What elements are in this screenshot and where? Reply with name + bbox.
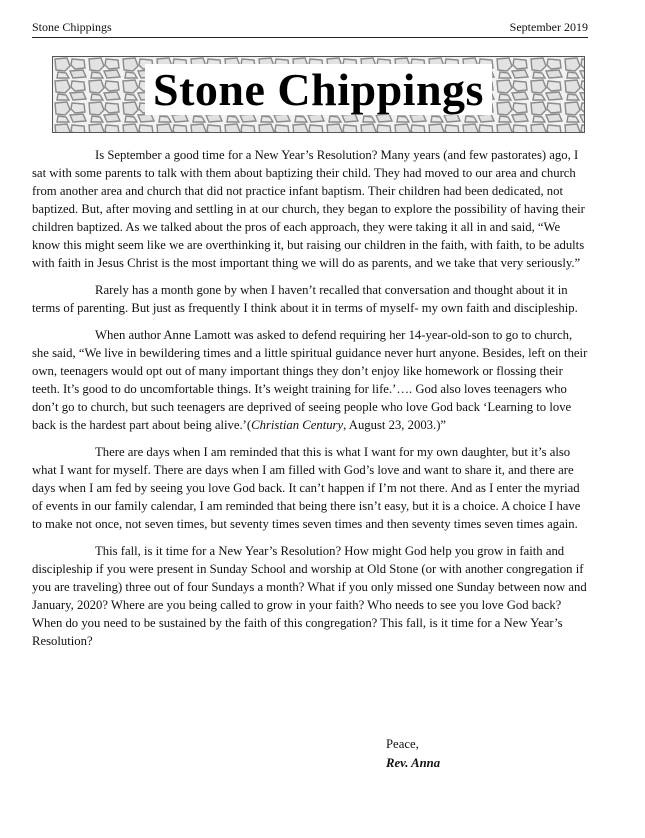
paragraph: This fall, is it time for a New Year’s Resolution? How might God help you grow in faith and discipleship if you were present in Sunday School and worship at Old Stone (or with another congregation if you are traveling) three out of four Sundays a month? What if you only missed one Sunday between now and January, 2020? Where are you being called to grow in your faith? Who needs to see you love God back? When do you need to be sustained by the faith of this congregation? This fall, is it time for a New Year’s Resolution?	[32, 544, 587, 648]
salutation: Peace,	[386, 737, 419, 751]
masthead-title: Stone Chippings	[53, 63, 584, 116]
closing-block	[386, 735, 440, 773]
paragraph: Is September a good time for a New Year’s Resolution? Many years (and few pastorates) ago, I sat with some parents to talk with them about baptizing their child. They had moved to our area and church from another area and church that did not practice infant baptism. Their children had been dedicated, not baptized. But, after moving and settling in at our church, they began to explore the possibility of having their children baptized. As we talked about the pros of each approach, they were taking it all in and said, “We know this might seem like we are overthinking it, but raising our children in the faith, with faith, to be adults with faith in Jesus Christ is the most important thing we will do as parents, and we take that very seriously.”	[32, 148, 585, 270]
paragraph: Rarely has a month gone by when I haven’t recalled that conversation and thought about it in terms of parenting. But just as frequently I think about it in terms of myself- my own faith and discipleship.	[32, 283, 578, 315]
page-header	[32, 20, 588, 38]
paragraph: There are days when I am reminded that this is what I want for my own daughter, but it’s also what I want for myself. There are days when I am filled with God’s love and want to share it, and there are days when I am fed by seeing you love God back. It can’t happen if I’m not there. And as I enter the myriad of events in our family calendar, I am reminded that being there isn’t easy, but it is a choice. A choice I have to make not once, not seven times, but seventy times seven times and then seventy times seven times again.	[32, 445, 581, 531]
masthead-banner	[52, 56, 585, 133]
header-date: September 2019	[509, 20, 588, 34]
signature: Rev. Anna	[386, 756, 441, 770]
article-body	[32, 146, 588, 659]
citation-source: Christian Century	[251, 418, 344, 432]
header-title: Stone Chippings	[32, 20, 112, 34]
paragraph: When author Anne Lamott was asked to defend requiring her 14-year-old-son to go to church, she said, “We live in bewildering times and a little spiritual guidance never hurt anyone. Besides, left on their own, teenagers would opt out of many important things they don’t enjoy like homework or flossing their teeth. It’s good to do uncomfortable things. It’s weight training for life.’…. God also loves teenagers who don’t go to church, but such teenagers are deprived of seeing people who love God back ‘Learning to love back is the hardest part about being alive.’(Christian Century, August 23, 2003.)”	[32, 328, 588, 432]
